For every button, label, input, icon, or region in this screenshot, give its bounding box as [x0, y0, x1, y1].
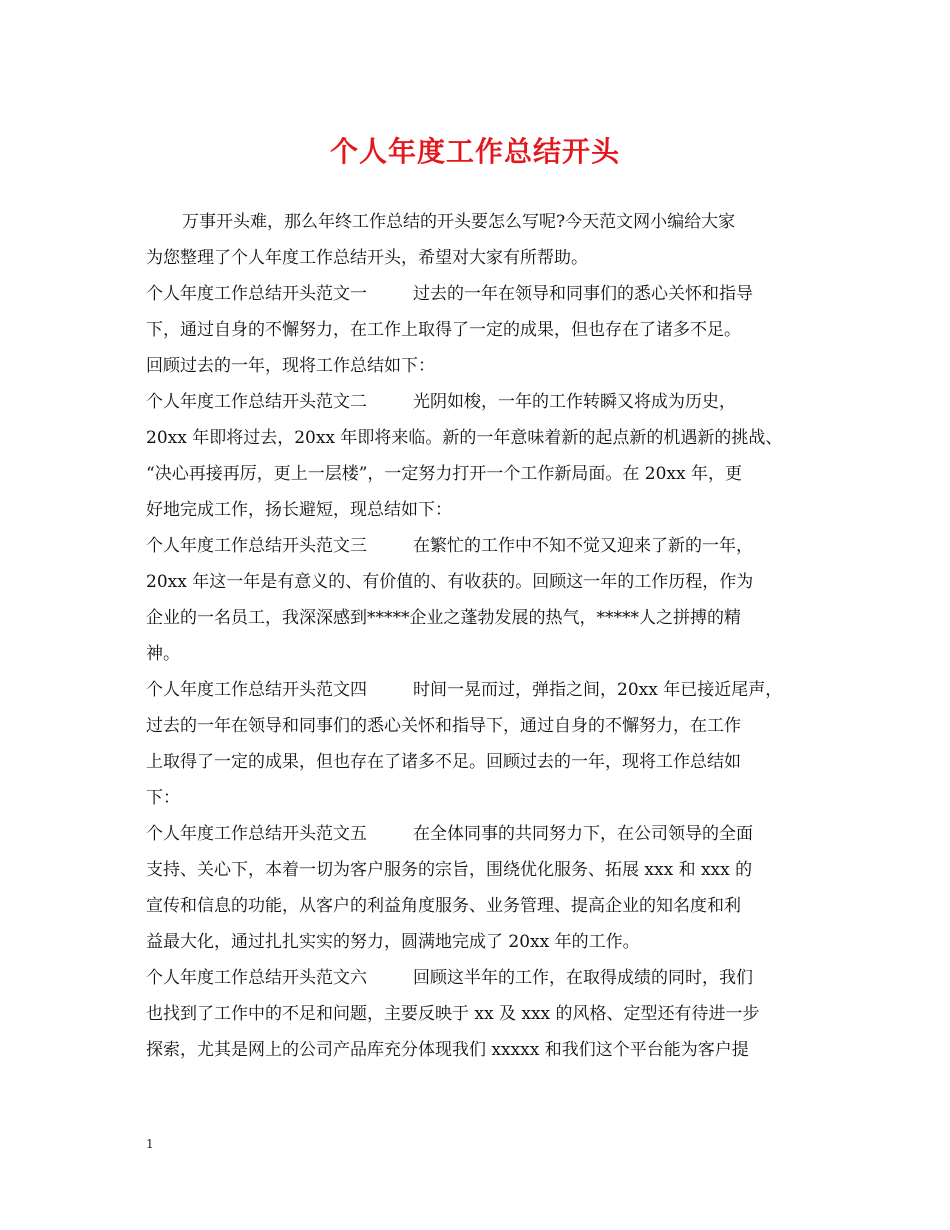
body-line: 上取得了一定的成果，但也存在了诸多不足。回顾过去的一年，现将工作总结如	[146, 752, 741, 772]
sample-text: 过去的一年在领导和同事们的悉心关怀和指导	[413, 284, 753, 304]
page-number: 1	[146, 1137, 154, 1151]
body-line: 也找到了工作中的不足和问题，主要反映于 xx 及 xxx 的风格、定型还有待进一步	[146, 1004, 760, 1024]
body-line: 下，通过自身的不懈努力，在工作上取得了一定的成果，但也存在了诸多不足。	[146, 320, 741, 340]
sample-label: 个人年度工作总结开头范文二	[146, 392, 367, 412]
body-line: 20xx 年这一年是有意义的、有价值的、有收获的。回顾这一年的工作历程，作为	[146, 572, 754, 592]
body-line: 为您整理了个人年度工作总结开头，希望对大家有所帮助。	[146, 248, 588, 268]
sample-label: 个人年度工作总结开头范文六	[146, 968, 367, 988]
body-line: “决心再接再厉，更上一层楼”，一定努力打开一个工作新局面。在 20xx 年，更	[146, 464, 742, 484]
body-line: 万事开头难，那么年终工作总结的开头要怎么写呢?今天范文网小编给大家	[182, 212, 736, 232]
body-line: 宣传和信息的功能，从客户的利益角度服务、业务管理、提高企业的知名度和利	[146, 896, 741, 916]
sample-heading-line	[146, 384, 814, 420]
body-line: 益最大化，通过扎扎实实的努力，圆满地完成了 20xx 年的工作。	[146, 932, 640, 952]
sample-label: 个人年度工作总结开头范文四	[146, 680, 367, 700]
sample-text: 回顾这半年的工作，在取得成绩的同时，我们	[413, 968, 753, 988]
sample-heading-line	[146, 672, 814, 708]
sample-text: 在全体同事的共同努力下，在公司领导的全面	[413, 824, 753, 844]
sample-heading-line	[146, 816, 814, 852]
sample-text: 时间一晃而过，弹指之间，20xx 年已接近尾声，	[413, 680, 783, 700]
sample-text: 在繁忙的工作中不知不觉又迎来了新的一年，	[413, 536, 753, 556]
sample-heading-line	[146, 528, 814, 564]
document-body	[146, 204, 814, 1068]
sample-heading-line	[146, 276, 814, 312]
body-line: 好地完成工作，扬长避短，现总结如下：	[146, 500, 452, 520]
body-line: 20xx 年即将过去，20xx 年即将来临。新的一年意味着新的起点新的机遇新的挑战、	[146, 428, 783, 448]
sample-label: 个人年度工作总结开头范文一	[146, 284, 367, 304]
body-line: 支持、关心下，本着一切为客户服务的宗旨，围绕优化服务、拓展 xxx 和 xxx 的	[146, 860, 753, 880]
sample-heading-line	[146, 960, 814, 996]
body-line: 过去的一年在领导和同事们的悉心关怀和指导下，通过自身的不懈努力，在工作	[146, 716, 741, 736]
body-line: 探索，尤其是网上的公司产品库充分体现我们 xxxxx 和我们这个平台能为客户提	[146, 1040, 749, 1060]
body-line: 下：	[146, 788, 180, 808]
body-line: 企业的一名员工，我深深感到*****企业之蓬勃发展的热气，*****人之拼搏的精	[146, 608, 741, 628]
sample-label: 个人年度工作总结开头范文三	[146, 536, 367, 556]
document-title: 个人年度工作总结开头	[329, 135, 620, 168]
body-line: 回顾过去的一年，现将工作总结如下：	[146, 356, 435, 376]
body-line: 神。	[146, 644, 180, 664]
sample-label: 个人年度工作总结开头范文五	[146, 824, 367, 844]
sample-text: 光阴如梭，一年的工作转瞬又将成为历史，	[413, 392, 736, 412]
